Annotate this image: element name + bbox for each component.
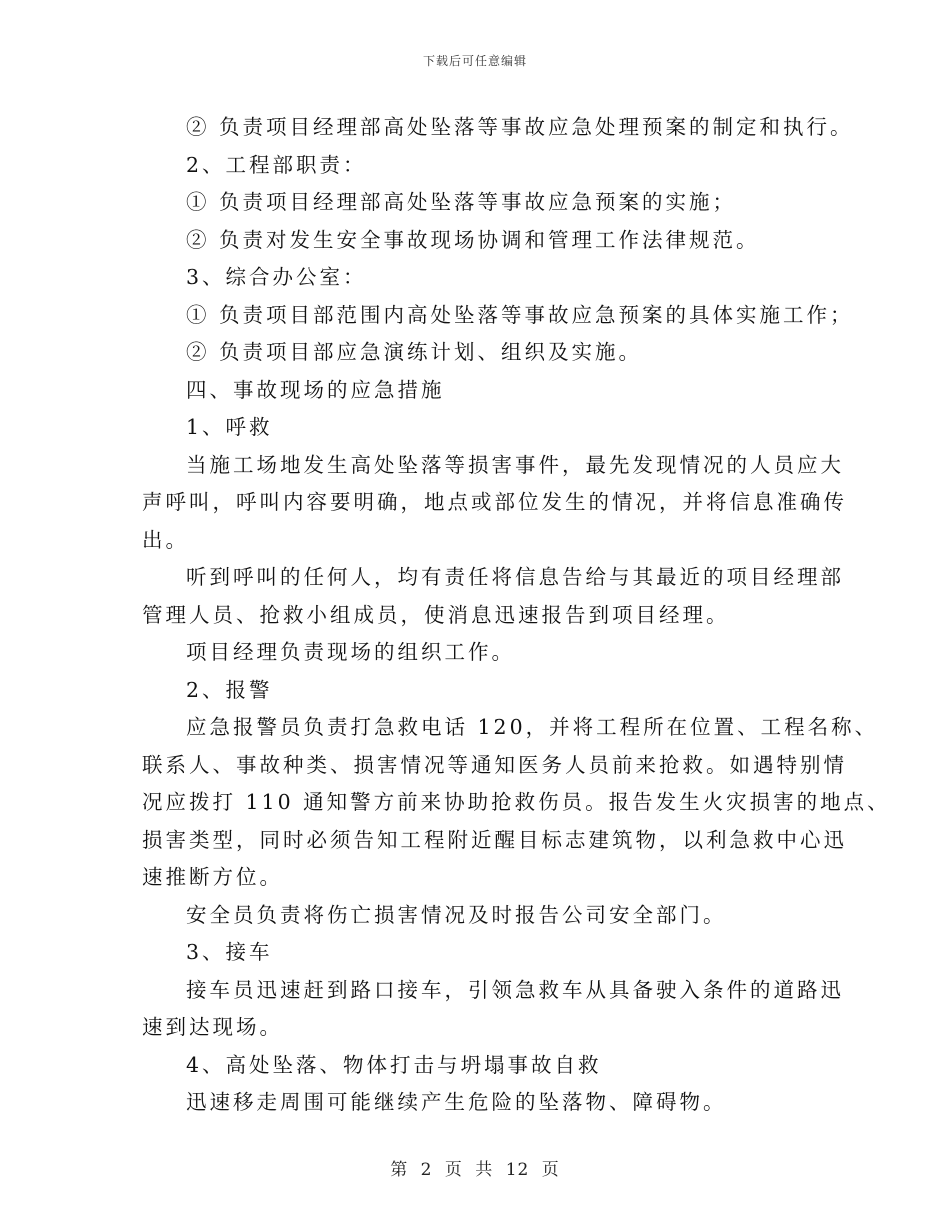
text-line: ① 负责项目部范围内高处坠落等事故应急预案的具体实施工作；: [186, 302, 854, 327]
text-line: 况应拨打 110 通知警方前来协助抢救伤员。报告发生火灾损害的地点、: [142, 790, 891, 814]
text-line: 损害类型，同时必须告知工程附近醒目标志建筑物，以利急救中心迅: [142, 827, 847, 852]
text-line: 应急报警员负责打急救电话 120，并将工程所在位置、工程名称、: [186, 715, 879, 739]
text-line: 当施工场地发生高处坠落等损害事件，最先发现情况的人员应大: [186, 452, 844, 477]
page-footer: 第 2 页 共 12 页: [390, 1160, 560, 1180]
text-line: 四、事故现场的应急措施: [186, 377, 445, 402]
text-line: 项目经理负责现场的组织工作。: [186, 640, 515, 664]
text-line: 1、呼救: [186, 415, 273, 439]
text-line: 管理人员、抢救小组成员，使消息迅速报告到项目经理。: [142, 602, 730, 627]
text-line: 2、报警: [186, 677, 273, 702]
text-line: 4、高处坠落、物体打击与坍塌事故自救: [186, 1052, 602, 1077]
text-line: 接车员迅速赶到路口接车，引领急救车从具备驶入条件的道路迅: [186, 977, 844, 1002]
text-line: 联系人、事故种类、损害情况等通知医务人员前来抢救。如遇特别情: [142, 752, 847, 777]
text-line: ② 负责对发生安全事故现场协调和管理工作法律规范。: [186, 227, 760, 252]
text-line: 声呼叫，呼叫内容要明确，地点或部位发生的情况，并将信息准确传: [142, 490, 847, 514]
text-line: 速到达现场。: [142, 1015, 283, 1039]
page-header: 下载后可任意编辑: [422, 54, 527, 68]
text-line: ① 负责项目经理部高处坠落等事故应急预案的实施；: [186, 190, 737, 214]
text-line: 2、工程部职责：: [186, 152, 367, 177]
document-body: [142, 109, 891, 1122]
text-line: 3、综合办公室：: [186, 265, 367, 289]
text-line: 出。: [142, 527, 189, 552]
text-line: ② 负责项目经理部高处坠落等事故应急处理预案的制定和执行。: [186, 115, 854, 139]
text-line: 迅速移走周围可能继续产生危险的坠落物、障碍物。: [186, 1090, 727, 1114]
text-line: 3、接车: [186, 940, 273, 964]
text-line: 速推断方位。: [142, 865, 283, 889]
text-line: 安全员负责将伤亡损害情况及时报告公司安全部门。: [186, 902, 727, 927]
text-line: 听到呼叫的任何人，均有责任将信息告给与其最近的项目经理部: [186, 565, 844, 589]
text-line: ② 负责项目部应急演练计划、组织及实施。: [186, 340, 643, 364]
